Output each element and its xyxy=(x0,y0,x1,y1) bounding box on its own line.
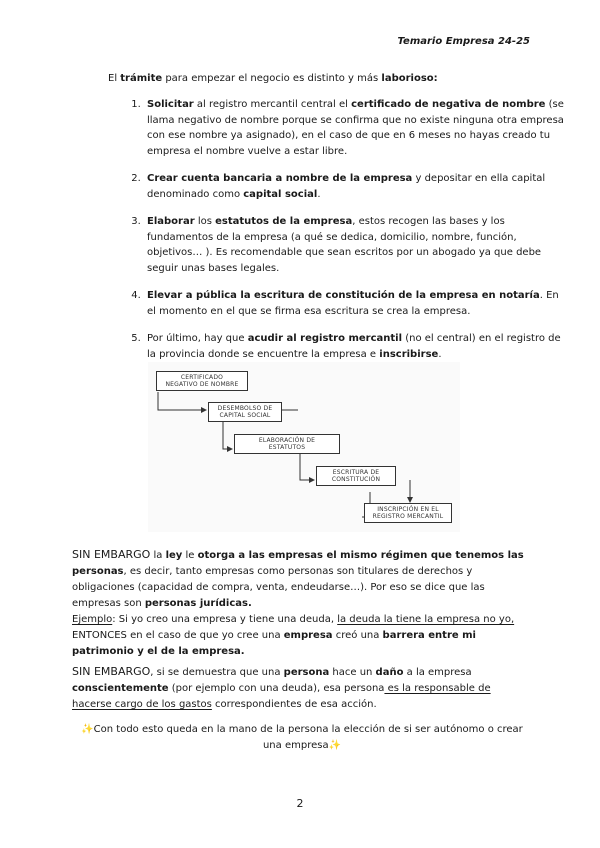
steps-list xyxy=(104,97,566,374)
paragraph-responsabilidad: SIN EMBARGO, si se demuestra que una persona hace un daño a la empresa conscientemente (por ejemplo con una deuda), esa persona es la responsable de hacerse cargo de los gastos correspondientes de esa acción. xyxy=(72,665,491,710)
arrow-connector xyxy=(158,392,206,410)
paragraph-ejemplo: Ejemplo: Si yo creo una empresa y tiene una deuda, la deuda la tiene la empresa no yo, ENTONCES en el caso de que yo cree una empresa creó una barrera entre mi patrimonio y el de la empresa. xyxy=(72,614,515,657)
diagram-box-escritura: ESCRITURA DE CONSTITUCIÓN xyxy=(316,466,396,486)
list-item: 2. Crear cuenta bancaria a nombre de la empresa y depositar en ella capital denominado como capital social. xyxy=(144,171,566,202)
arrow-connector xyxy=(223,422,232,449)
diagram-box-inscripcion: INSCRIPCIÓN EN EL REGISTRO MERCANTIL xyxy=(364,503,452,523)
list-item: 5. Por último, hay que acudir al registro mercantil (no el central) en el registro de la provincia donde se encuentre la empresa e inscribirse. xyxy=(144,331,566,362)
paragraph-personas-juridicas: SIN EMBARGO la ley le otorga a las empresas el mismo régimen que tenemos las personas, es decir, tanto empresas como personas son titulares de derechos y obligaciones (capacidad de compra, venta, endeudarse…). Por eso se dice que las empresas son personas jurídicas. xyxy=(72,548,524,609)
sparkle-icon: ✨ xyxy=(328,740,342,751)
page-number: 2 xyxy=(296,797,304,810)
diagram-box-estatutos: ELABORACIÓN DE ESTATUTOS xyxy=(234,434,340,454)
list-item: 1. Solicitar al registro mercantil central el certificado de negativa de nombre (se llama negativo de nombre porque se confirma que no existe ninguna otra empresa con ese nombre ya asignado), en el caso de que en 6 meses no hayas creado tu empresa el nombre vuelve a estar libre. xyxy=(144,97,566,159)
intro-line: El trámite para empezar el negocio es distinto y más laborioso: xyxy=(108,73,438,84)
diagram-box-certificado: CERTIFICADO NEGATIVO DE NOMBRE xyxy=(156,371,248,391)
process-diagram xyxy=(148,362,460,532)
list-item: 3. Elaborar los estatutos de la empresa, estos recogen las bases y los fundamentos de la empresa (a qué se dedica, domicilio, nombre, función, objetivos… ). Es recomendable que sean escritos por un abogado ya que debe seguir unas bases legales. xyxy=(144,214,566,276)
list-item: 4. Elevar a pública la escritura de constitución de la empresa en notaría. En el momento en el que se firma esa escritura se crea la empresa. xyxy=(144,288,566,319)
closing-note: ✨Con todo esto queda en la mano de la persona la elección de si ser autónomo o crear una empresa✨ xyxy=(81,724,523,751)
page-header-title: Temario Empresa 24-25 xyxy=(397,36,530,47)
diagram-box-desembolso: DESEMBOLSO DE CAPITAL SOCIAL xyxy=(208,402,282,422)
sparkle-icon: ✨ xyxy=(81,724,94,735)
